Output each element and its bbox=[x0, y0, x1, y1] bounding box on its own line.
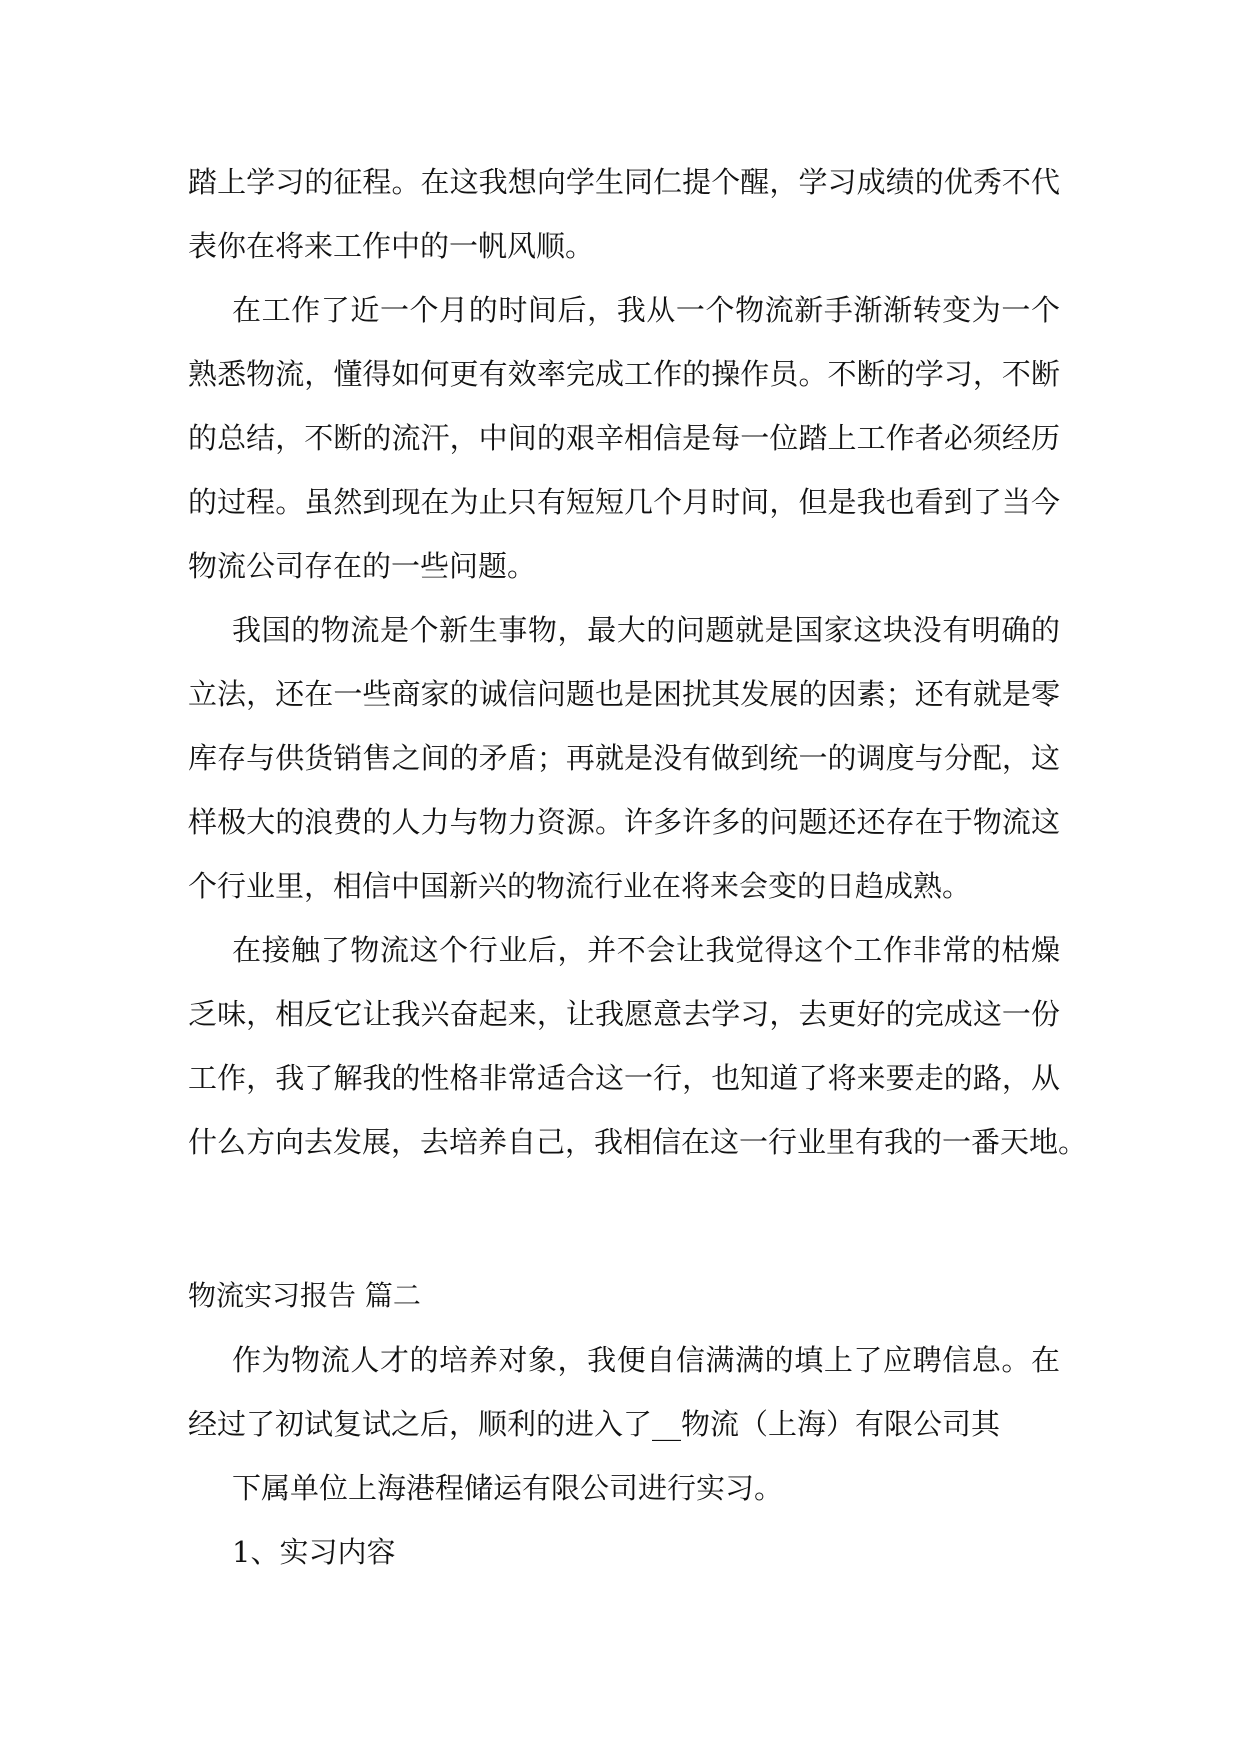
text-line: 的过程。虽然到现在为止只有短短几个月时间，但是我也看到了当今 bbox=[188, 485, 1060, 519]
text-line: 在接触了物流这个行业后，并不会让我觉得这个工作非常的枯燥 bbox=[232, 933, 1060, 967]
paragraph bbox=[188, 918, 1088, 1174]
body-text-block bbox=[188, 150, 1088, 1174]
text-line: 工作，我了解我的性格非常适合这一行，也知道了将来要走的路，从 bbox=[188, 1061, 1060, 1095]
paragraph bbox=[188, 1456, 1060, 1520]
text-line: 作为物流人才的培养对象，我便自信满满的填上了应聘信息。在 bbox=[232, 1343, 1060, 1377]
text-line: 库存与供货销售之间的矛盾；再就是没有做到统一的调度与分配，这 bbox=[188, 741, 1060, 775]
text-line: 在工作了近一个月的时间后，我从一个物流新手渐渐转变为一个 bbox=[232, 293, 1060, 327]
paragraph bbox=[188, 150, 1060, 278]
text-line: 踏上学习的征程。在这我想向学生同仁提个醒，学习成绩的优秀不代 bbox=[188, 165, 1060, 199]
text-line: 个行业里，相信中国新兴的物流行业在将来会变的日趋成熟。 bbox=[188, 869, 972, 903]
paragraph bbox=[188, 278, 1060, 598]
text-line: 物流公司存在的一些问题。 bbox=[188, 549, 537, 583]
paragraph bbox=[188, 1520, 1060, 1584]
paragraph bbox=[188, 598, 1060, 918]
text-line: 样极大的浪费的人力与物力资源。许多许多的问题还还存在于物流这 bbox=[188, 805, 1060, 839]
section-title: 物流实习报告 篇二 bbox=[188, 1279, 421, 1312]
paragraph bbox=[188, 1328, 1060, 1456]
text-line: 表你在将来工作中的一帆风顺。 bbox=[188, 229, 595, 263]
text-line: 经过了初试复试之后，顺利的进入了__物流（上海）有限公司其 bbox=[188, 1407, 1001, 1441]
section-block bbox=[188, 1264, 1060, 1584]
text-line: 的总结，不断的流汗，中间的艰辛相信是每一位踏上工作者必须经历 bbox=[188, 421, 1060, 455]
text-line: 立法，还在一些商家的诚信问题也是困扰其发展的因素；还有就是零 bbox=[188, 677, 1060, 711]
text-line: 熟悉物流，懂得如何更有效率完成工作的操作员。不断的学习，不断 bbox=[188, 357, 1060, 391]
text-line: 下属单位上海港程储运有限公司进行实习。 bbox=[232, 1471, 784, 1505]
text-line: 什么方向去发展，去培养自己，我相信在这一行业里有我的一番天地。 bbox=[188, 1125, 1088, 1159]
text-line: 我国的物流是个新生事物，最大的问题就是国家这块没有明确的 bbox=[232, 613, 1060, 647]
list-heading: 1、实习内容 bbox=[232, 1535, 396, 1569]
text-line: 乏味，相反它让我兴奋起来，让我愿意去学习，去更好的完成这一份 bbox=[188, 997, 1060, 1031]
